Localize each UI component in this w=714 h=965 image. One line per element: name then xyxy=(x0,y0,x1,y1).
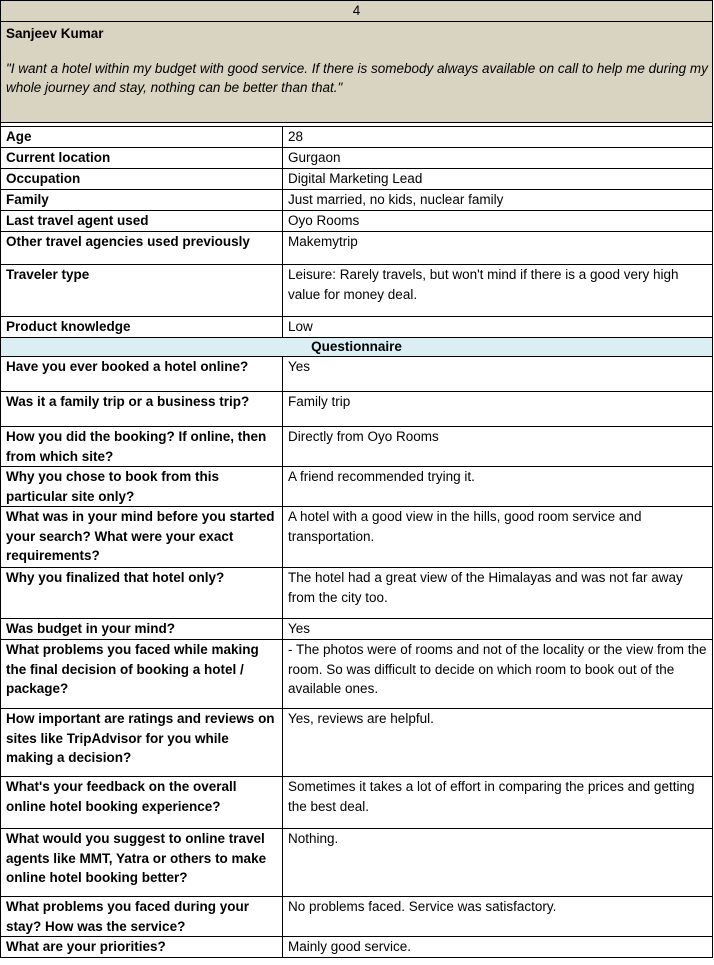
profile-row xyxy=(1,265,713,317)
profile-value: Oyo Rooms xyxy=(283,211,713,232)
question: How important are ratings and reviews on sites like TripAdvisor for you while making a decision? xyxy=(1,709,283,777)
profile-label: Last travel agent used xyxy=(1,211,283,232)
question-row xyxy=(1,467,713,507)
profile-value: 28 xyxy=(283,127,713,148)
question: Why you finalized that hotel only? xyxy=(1,568,283,619)
question: What was in your mind before you started your search? What were your exact requirements? xyxy=(1,507,283,568)
question: What would you suggest to online travel agents like MMT, Yatra or others to make online hotel booking better? xyxy=(1,829,283,897)
profile-value: Gurgaon xyxy=(283,148,713,169)
profile-value: Just married, no kids, nuclear family xyxy=(283,190,713,211)
persona-quote: "I want a hotel within my budget with good service. If there is somebody always available on call to help me during my whole journey and stay, nothing can be better than that." xyxy=(6,60,708,95)
question-row xyxy=(1,777,713,829)
profile-row xyxy=(1,317,713,338)
answer: - The photos were of rooms and not of the locality or the view from the room. So was difficult to decide on which room to book out of the available ones. xyxy=(283,640,713,709)
profile-label: Traveler type xyxy=(1,265,283,317)
questionnaire-heading: Questionnaire xyxy=(1,338,713,357)
question-row xyxy=(1,709,713,777)
question-row xyxy=(1,640,713,709)
question: How you did the booking? If online, then from which site? xyxy=(1,427,283,467)
question: Have you ever booked a hotel online? xyxy=(1,357,283,392)
question: Was budget in your mind? xyxy=(1,619,283,640)
profile-row xyxy=(1,127,713,148)
profile-value: Low xyxy=(283,317,713,338)
answer: Nothing. xyxy=(283,829,713,897)
profile-value: Digital Marketing Lead xyxy=(283,169,713,190)
profile-label: Current location xyxy=(1,148,283,169)
answer: Yes xyxy=(283,619,713,640)
answer: Sometimes it takes a lot of effort in comparing the prices and getting the best deal. xyxy=(283,777,713,829)
question-row xyxy=(1,507,713,568)
profile-row xyxy=(1,148,713,169)
profile-row xyxy=(1,211,713,232)
answer: Directly from Oyo Rooms xyxy=(283,427,713,467)
answer: A hotel with a good view in the hills, good room service and transportation. xyxy=(283,507,713,568)
answer: Mainly good service. xyxy=(283,937,713,958)
profile-value: Makemytrip xyxy=(283,232,713,265)
question: What problems you faced during your stay? How was the service? xyxy=(1,897,283,937)
answer: A friend recommended trying it. xyxy=(283,467,713,507)
profile-label: Other travel agencies used previously xyxy=(1,232,283,265)
persona-number: 4 xyxy=(1,1,713,22)
question-row xyxy=(1,357,713,392)
persona-intro-row xyxy=(1,22,713,123)
answer: Family trip xyxy=(283,392,713,427)
question: What are your priorities? xyxy=(1,937,283,958)
persona-intro xyxy=(1,22,713,123)
answer: Yes, reviews are helpful. xyxy=(283,709,713,777)
question-row xyxy=(1,937,713,958)
persona-name: Sanjeev Kumar xyxy=(6,26,104,41)
profile-row xyxy=(1,169,713,190)
question-row xyxy=(1,829,713,897)
question-row xyxy=(1,897,713,937)
profile-value: Leisure: Rarely travels, but won't mind if there is a good very high value for money deal. xyxy=(283,265,713,317)
profile-label: Age xyxy=(1,127,283,148)
persona-number-row xyxy=(1,1,713,22)
answer: Yes xyxy=(283,357,713,392)
question: Why you chose to book from this particular site only? xyxy=(1,467,283,507)
question: Was it a family trip or a business trip? xyxy=(1,392,283,427)
question: What problems you faced while making the final decision of booking a hotel / package? xyxy=(1,640,283,709)
question-row xyxy=(1,568,713,619)
question: What's your feedback on the overall online hotel booking experience? xyxy=(1,777,283,829)
profile-row xyxy=(1,190,713,211)
question-row xyxy=(1,619,713,640)
question-row xyxy=(1,427,713,467)
profile-label: Occupation xyxy=(1,169,283,190)
profile-row xyxy=(1,232,713,265)
question-row xyxy=(1,392,713,427)
profile-label: Family xyxy=(1,190,283,211)
profile-label: Product knowledge xyxy=(1,317,283,338)
answer: No problems faced. Service was satisfactory. xyxy=(283,897,713,937)
answer: The hotel had a great view of the Himalayas and was not far away from the city too. xyxy=(283,568,713,619)
questionnaire-header-row xyxy=(1,338,713,357)
